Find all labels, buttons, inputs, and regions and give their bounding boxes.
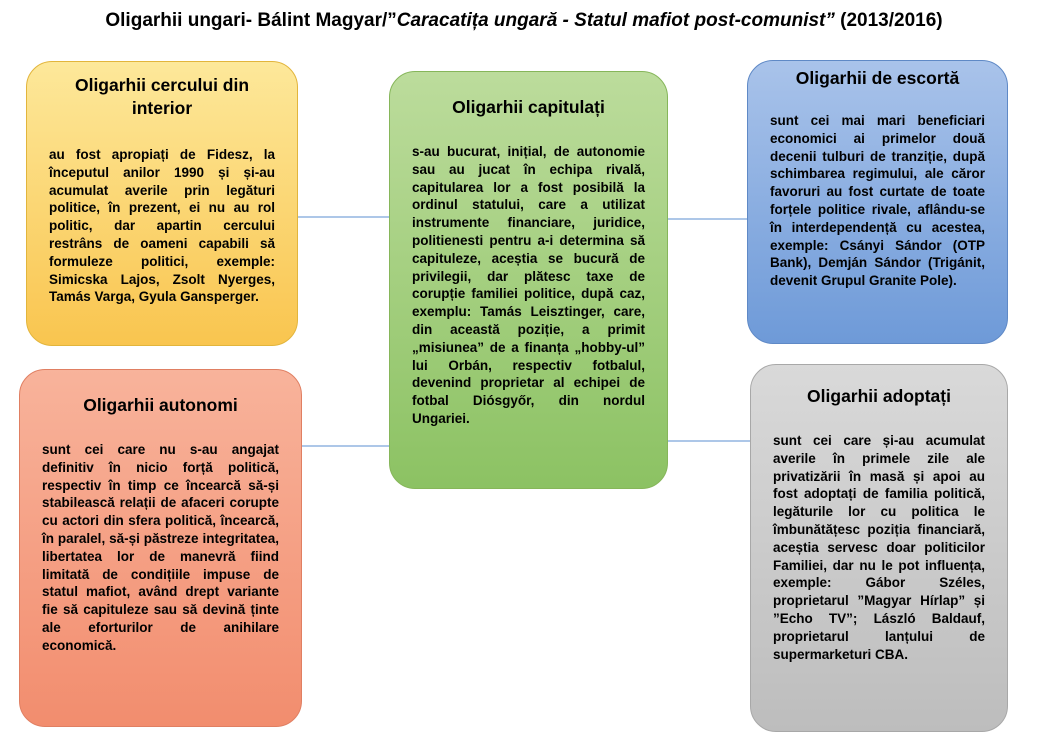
box-text: au fost apropiați de Fidesz, la începutul anilor 1990 și și-au acumulat averile prin legături politice, în prezent, ei nu au rol politic, dar apartin cercului restrâns de oameni capabili să formuleze politici, exemple: Simicska Lajos, Zsolt Nyerges, Tamás Varga, Gyula Gansperger. — [49, 147, 275, 305]
box-text: s-au bucurat, inițial, de autonomie sau au jucat în echipa rivală, capitularea lor a fost posibilă la ordinul statului, care a utilizat instrumente financiare, juridice, politienesti pentru a-i determina să capituleze, aceștia se bucură de privilegii, dar plătesc taxe de corupție familiei politice, după caz, exemplu: Tamás Leisztinger, care, din această poziție, a primit „misiunea” de a finanța „hobby-ul” lui Orbán, respectiv fotbalul, devenind proprietar al echipei de fotbal Diósgyőr, din nordul Ungariei. — [412, 144, 645, 426]
box-oligarhii-cercului-interior — [26, 61, 298, 346]
box-title: Oligarhii capitulați — [452, 97, 605, 117]
box-oligarhii-capitulati — [389, 71, 668, 489]
title-italic: Caracatița ungară - Statul mafiot post-comunist” — [396, 10, 835, 31]
box-title: Oligarhii de escortă — [795, 68, 960, 88]
box-title: Oligarhii cercului din interior — [74, 75, 250, 118]
box-text: sunt cei mai mari beneficiari economici ai primelor două decenii tulburi de tranziție, după schimbarea regimului, ale căror favoruri au fost curtate de toate forțele politice rivale, aflându-se în interdependență cu acestea, exemple: Csányi Sándor (OTP Bank), Demján Sándor (Trigánit, devenit Grupul Granite Pole). — [770, 113, 985, 289]
box-oligarhii-adoptati — [750, 364, 1008, 732]
box-oligarhii-escorta — [747, 60, 1008, 344]
title-suffix: (2013/2016) — [834, 10, 943, 31]
box-title: Oligarhii adoptați — [807, 386, 951, 406]
box-text: sunt cei care nu s-au angajat definitiv în nicio forță politică, respectiv în timp ce încearcă să-și stabilească relații de afaceri corupte cu actori din sfera politică, încearcă, în paralel, să-și păstreze integritatea, libertatea lor de manevră fiind limitată de condițiile impuse de statul mafiot, având drept variante fie să capituleze sau să devină ținte ale eforturilor de anihilare economică. — [42, 442, 279, 653]
box-text: sunt cei care și-au acumulat averile în primele zile ale privatizării în masă și apoi au fost adoptați de familia politică, legăturile lor cu politica le îmbunătățesc poziția financiară, aceștia servesc doar politicilor Familiei, dar nu le pot influența, exemple: Gábor Széles, proprietarul ”Magyar Hírlap” și ”Echo TV”; László Baldauf, proprietarul lanțului de supermarketuri CBA. — [773, 433, 985, 662]
title-prefix: Oligarhii ungari- Bálint Magyar/” — [105, 10, 397, 31]
box-oligarhii-autonomi — [19, 369, 302, 727]
box-title: Oligarhii autonomi — [83, 395, 238, 415]
